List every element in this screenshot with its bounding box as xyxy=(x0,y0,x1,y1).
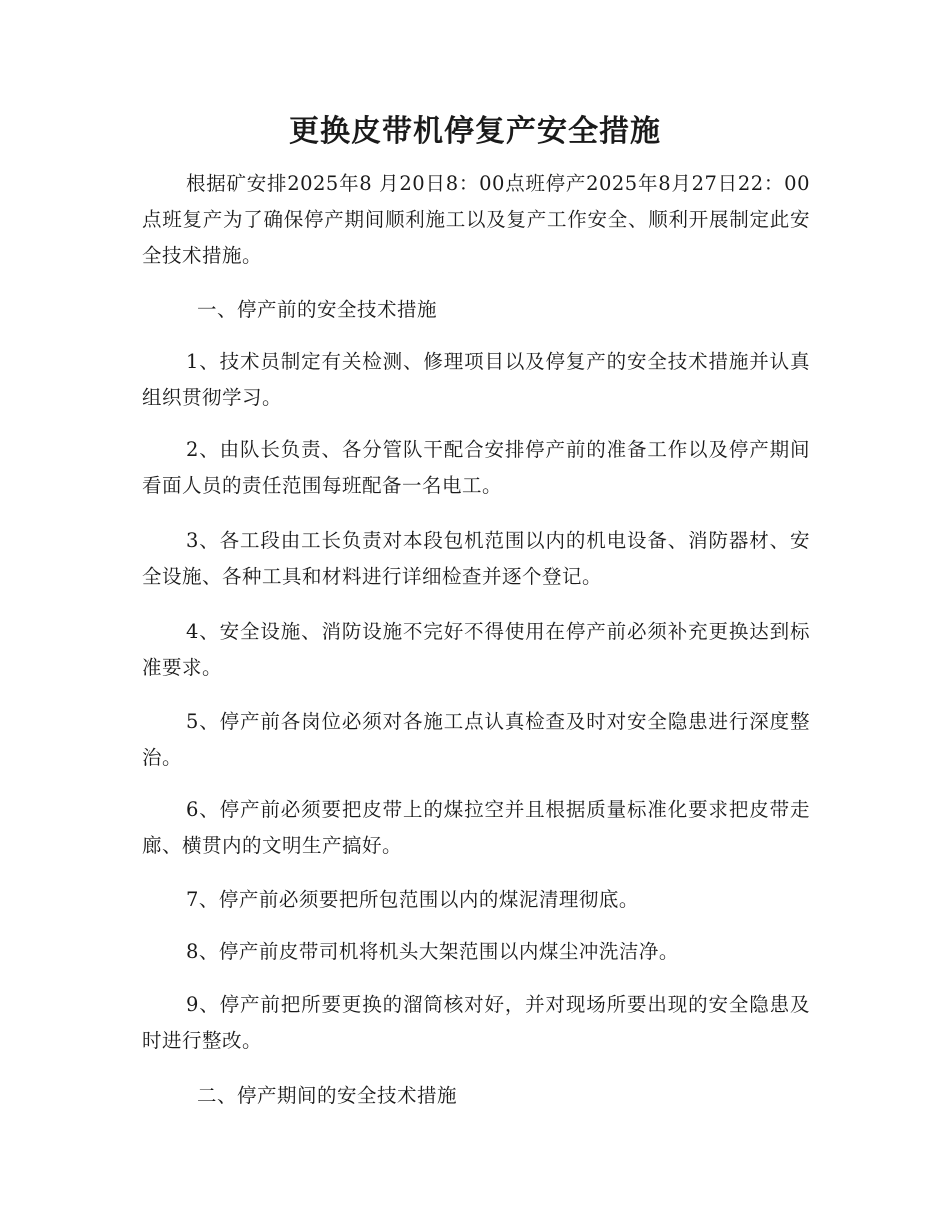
list-item: 3、各工段由工长负责对本段包机范围以内的机电设备、消防器材、安全设施、各种工具和材料进行详细检查并逐个登记。 xyxy=(142,529,810,588)
list-item: 6、停产前必须要把皮带上的煤拉空并且根据质量标准化要求把皮带走廊、横贯内的文明生产搞好。 xyxy=(142,798,810,857)
section-heading-1: 一、停产前的安全技术措施 xyxy=(197,298,438,321)
document-title: 更换皮带机停复产安全措施 xyxy=(289,114,661,149)
list-item: 8、停产前皮带司机将机头大架范围以内煤尘冲洗洁净。 xyxy=(186,940,679,963)
list-item: 4、安全设施、消防设施不完好不得使用在停产前必须补充更换达到标准要求。 xyxy=(142,620,810,679)
list-item: 9、停产前把所要更换的溜筒核对好，并对现场所要出现的安全隐患及时进行整改。 xyxy=(142,993,810,1052)
list-item: 7、停产前必须要把所包范围以内的煤泥清理彻底。 xyxy=(186,888,639,911)
section-heading-2: 二、停产期间的安全技术措施 xyxy=(197,1084,458,1107)
list-item: 2、由队长负责、各分管队干配合安排停产前的准备工作以及停产期间看面人员的责任范围每班配备一名电工。 xyxy=(142,438,810,497)
list-item: 1、技术员制定有关检测、修理项目以及停复产的安全技术措施并认真组织贯彻学习。 xyxy=(142,350,810,409)
intro-paragraph: 根据矿安排2025年8 月20日8：00点班停产2025年8月27日22：00点班复产为了确保停产期间顺利施工以及复产工作安全、顺利开展制定此安全技术措施。 xyxy=(142,172,810,267)
list-item: 5、停产前各岗位必须对各施工点认真检查及时对安全隐患进行深度整治。 xyxy=(142,710,810,769)
